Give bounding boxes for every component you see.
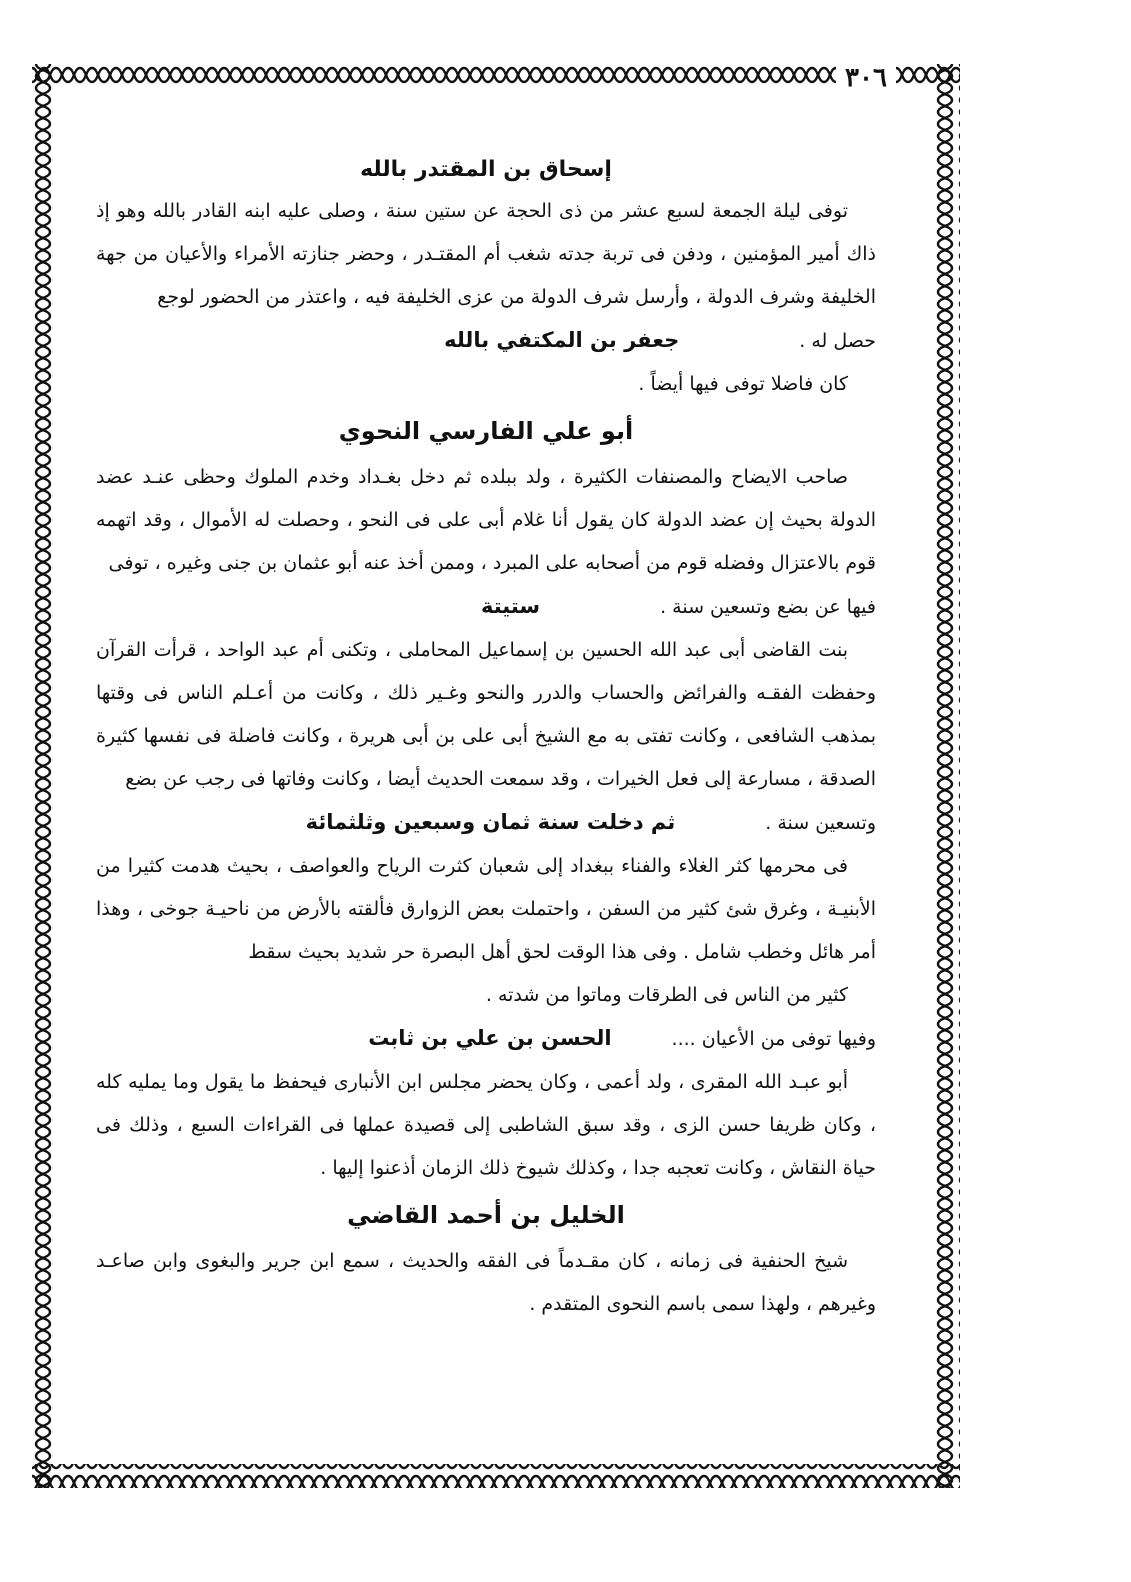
paragraph-tail: حصل له . [799, 330, 876, 352]
section-body: توفى ليلة الجمعة لسبع عشر من ذى الحجة عن ستين سنة ، وصلى عليه ابنه القادر بالله وهو إذ ذاك أمير المؤمنين ، ودفن فى تربة جدته شغب أم المقتـدر ، وحضر جنازته الأمراء والأعيان من جهة الخليفة وشرف الدولة ، وأرسل شرف الدولة من عزى الخليفة فيه ، واعتذر من الحضور لوجع [96, 200, 876, 308]
section-body: فى محرمها كثر الغلاء والفناء ببغداد إلى شعبان كثرت الرياح والعواصف ، بحيث هدمت كثيرا من الأبنيـة ، وغرق شئ كثير من السفن ، واحتملت بعض الزوارق فألقته بالأرض من ناحيـة جوخى ، وهذا أمر هائل وخطب شامل . وفى هذا الوقت لحق أهل البصرة حر شديد بحيث سقط [96, 855, 876, 963]
inline-section-heading: جعفر بن المكتفي بالله [444, 328, 680, 352]
line-with-inline-heading [96, 585, 876, 629]
line-with-inline-heading [96, 1017, 876, 1061]
inline-section-heading: ثم دخلت سنة ثمان وسبعين وثلثمائة [305, 810, 676, 834]
inline-section-heading: الحسن بن علي بن ثابت [368, 1026, 612, 1050]
line-with-inline-heading [96, 801, 876, 845]
section-heading: أبو علي الفارسي النحوي [338, 417, 634, 445]
section-body: صاحب الايضاح والمصنفات الكثيرة ، ولد ببلده ثم دخل بغـداد وخدم الملوك وحظى عنـد عضد الدولة بحيث إن عضد الدولة كان يقول أنا غلام أبى على فى النحو ، وحصلت له الأموال ، وقد اتهمه قوم بالاعتزال وفضله قوم من أصحابه على المبرد ، وممن أخذ عنه أبو عثمان بن جنى وغيره ، توفى [96, 466, 876, 574]
section-body: كان فاضلا توفى فيها أيضاً . [638, 373, 848, 395]
paragraph-tail: فيها عن بضع وتسعين سنة . [660, 596, 876, 618]
line-with-inline-heading [96, 319, 876, 363]
page-number: ٣٠٦ [836, 62, 896, 94]
paragraph-tail: وتسعين سنة . [765, 812, 876, 834]
section-heading: إسحاق بن المقتدر بالله [360, 157, 612, 182]
section-heading: الخليل بن أحمد القاضي [347, 1201, 625, 1229]
section-body: أبو عبـد الله المقرى ، ولد أعمى ، وكان يحضر مجلس ابن الأنبارى فيحفظ ما يقول وما يمليه كله ، وكان ظريفا حسن الزى ، وقد سبق الشاطبى إلى قصيدة عملها فى القراءات السبع ، وذلك فى حياة النقاش ، وكانت تعجبه جدا ، وكذلك شيوخ ذلك الزمان أذعنوا إليها . [96, 1071, 876, 1179]
inline-section-heading: ستيتة [480, 594, 541, 618]
section-body: شيخ الحنفية فى زمانه ، كان مقـدماً فى الفقه والحديث ، سمع ابن جرير والبغوى وابن صاعـد وغيرهم ، ولهذا سمى باسم النحوى المتقدم . [96, 1250, 876, 1315]
paragraph-lead: وفيها توفى من الأعيان .... [671, 1028, 876, 1050]
section-body: بنت القاضى أبى عبد الله الحسين بن إسماعيل المحاملى ، وتكنى أم عبد الواحد ، قرأت القرآن وحفظت الفقـه والفرائض والحساب والدرر والنحو وغـير ذلك ، وكانت من أعـلم الناس فى وقتها بمذهب الشافعى ، وكانت تفتى به مع الشيخ أبى على بن أبى هريرة ، وكانت فاضلة فى نفسها كثيرة الصدقة ، مسارعة إلى فعل الخيرات ، وقد سمعت الحديث أيضا ، وكانت وفاتها فى رجب عن بضع [96, 639, 876, 790]
page-content [96, 150, 876, 1450]
paragraph-tail: كثير من الناس فى الطرقات وماتوا من شدته . [485, 984, 848, 1006]
